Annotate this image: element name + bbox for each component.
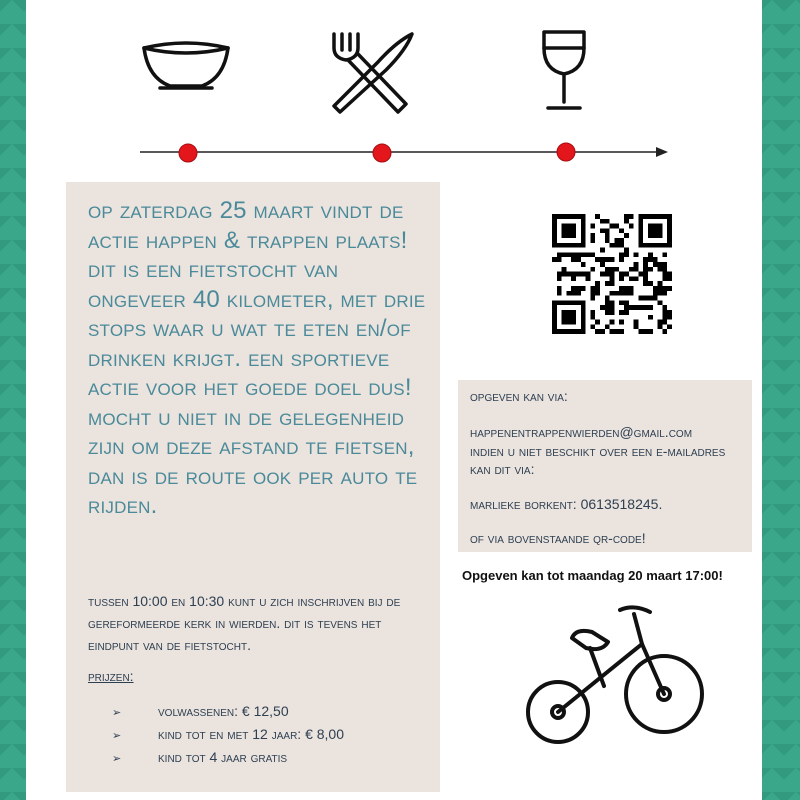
arrow-bullet-icon: ➢ <box>112 707 122 719</box>
prizes-heading: prijzen: <box>88 668 134 684</box>
right-green-border <box>760 0 800 800</box>
intro-text: op zaterdag 25 maart vindt de actie happen & trappen plaats! dit is een fietstocht van ongeveer 40 kilometer, met drie stops waar u wat te eten en/of drinken krijgt. een sportieve actie voor het goede doel dus! mocht u niet in de gelegenheid zijn om deze afstand te fietsen, dan is de route ook per auto te rijden. <box>88 197 426 519</box>
wine-glass-icon <box>536 28 592 114</box>
registration-text: tussen 10:00 en 10:30 kunt u zich inschrijven bij de gereformeerde kerk in wierden. dit is tevens het eindpunt van de fietstocht. <box>88 593 401 653</box>
arrow-bullet-icon: ➢ <box>112 730 122 742</box>
signup-contact: marlieke borkent: 0613518245. <box>470 496 663 512</box>
left-green-border <box>0 0 28 800</box>
prize-item: ➢ volwassenen: € 12,50 <box>112 700 344 723</box>
signup-title: opgeven kan via: <box>470 388 568 404</box>
arrow-bullet-icon: ➢ <box>112 753 122 765</box>
prizes-list <box>112 700 344 769</box>
signup-note: indien u niet beschikt over een e-mailadres kan dit via: <box>470 443 726 477</box>
signup-email-link[interactable]: happenentrappenwierden@gmail.com <box>470 424 693 440</box>
qr-code[interactable] <box>552 214 672 334</box>
prize-item: ➢ kind tot 4 jaar gratis <box>112 746 344 769</box>
signup-qr-text: of via bovenstaande qr-code! <box>470 530 646 546</box>
tricycle-icon <box>522 600 708 746</box>
fork-knife-icon <box>326 30 418 118</box>
bowl-icon <box>140 38 232 96</box>
deadline-text: Opgeven kan tot maandag 20 maart 17:00! <box>462 568 723 583</box>
prize-item: ➢ kind tot en met 12 jaar: € 8,00 <box>112 723 344 746</box>
